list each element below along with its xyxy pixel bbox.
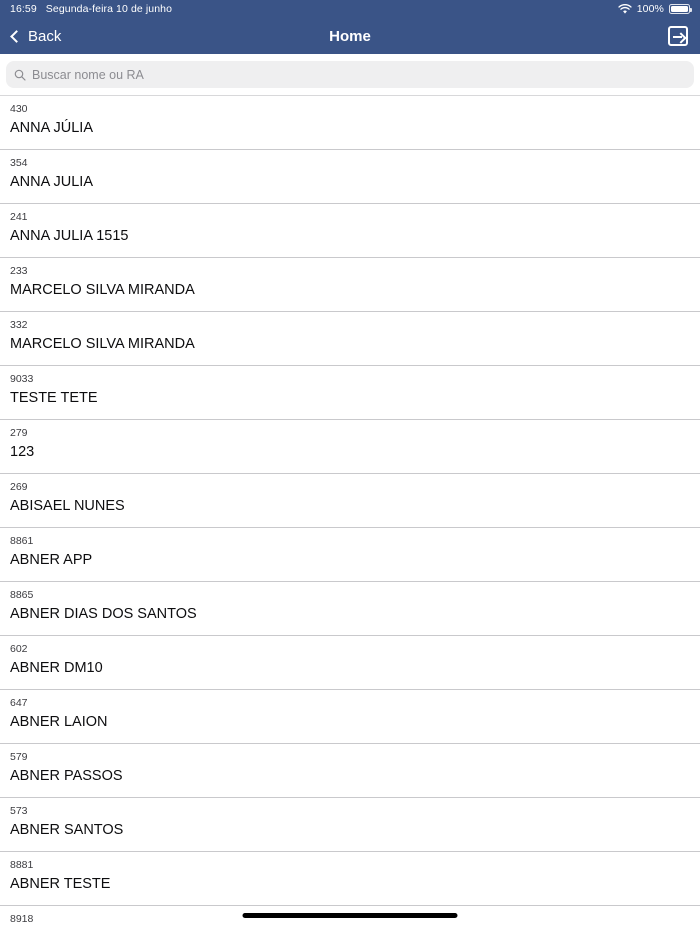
chevron-left-icon xyxy=(10,30,23,43)
page-title: Home xyxy=(329,27,371,45)
battery-percentage: 100% xyxy=(636,3,664,15)
search-container xyxy=(0,54,700,95)
list-item-name: ABNER SANTOS xyxy=(10,822,124,838)
status-time: 16:59 xyxy=(10,3,37,15)
list-item-ra: 9033 xyxy=(10,373,34,385)
status-date: Segunda-feira 10 de junho xyxy=(45,3,173,15)
list-item[interactable] xyxy=(0,420,700,474)
list-item-ra: 269 xyxy=(10,481,28,493)
navigation-bar xyxy=(0,18,700,54)
list-item-ra: 332 xyxy=(10,319,28,331)
list-item-name: ABISAEL NUNES xyxy=(10,498,125,514)
back-button-label: Back xyxy=(28,27,62,45)
back-button[interactable] xyxy=(12,28,61,45)
list-item-ra: 233 xyxy=(10,265,28,277)
list-item-name: ABNER DM10 xyxy=(10,660,103,676)
search-icon xyxy=(14,69,26,81)
list-item-name: MARCELO SILVA MIRANDA xyxy=(10,282,195,298)
list-item-ra: 430 xyxy=(10,103,28,115)
logout-icon xyxy=(668,26,688,46)
list-item-ra: 579 xyxy=(10,751,28,763)
list-item-name: ABNER APP xyxy=(10,552,93,568)
list-item[interactable] xyxy=(0,852,700,906)
battery-fill xyxy=(671,6,688,12)
status-bar-right xyxy=(618,3,690,15)
logout-button[interactable] xyxy=(668,26,688,46)
list-item-ra: 573 xyxy=(10,805,28,817)
list-item-name: ABNER TESTE xyxy=(10,876,111,892)
list-item-name: ABNER PASSOS xyxy=(10,768,123,784)
list-item[interactable] xyxy=(0,258,700,312)
search-field[interactable] xyxy=(6,61,694,88)
list-item[interactable] xyxy=(0,798,700,852)
list-item-ra: 279 xyxy=(10,427,28,439)
list-item[interactable] xyxy=(0,690,700,744)
list-item-ra: 354 xyxy=(10,157,28,169)
list-item[interactable] xyxy=(0,528,700,582)
list-item-name: ANNA JÚLIA xyxy=(10,120,93,136)
list-item[interactable] xyxy=(0,96,700,150)
list-item[interactable] xyxy=(0,636,700,690)
list-item-ra: 8918 xyxy=(10,913,34,924)
list-item-ra: 602 xyxy=(10,643,28,655)
list-item-name: 123 xyxy=(10,444,35,460)
list-item-ra: 647 xyxy=(10,697,28,709)
list-item[interactable] xyxy=(0,474,700,528)
wifi-icon xyxy=(618,4,632,15)
list-item-name: ABNER LAION xyxy=(10,714,108,730)
search-input[interactable] xyxy=(32,68,686,82)
status-bar-left xyxy=(10,3,172,15)
battery-full-icon xyxy=(669,4,690,14)
list-item-name: MARCELO SILVA MIRANDA xyxy=(10,336,195,352)
list-item[interactable] xyxy=(0,150,700,204)
list-item[interactable] xyxy=(0,582,700,636)
student-list[interactable] xyxy=(0,95,700,924)
list-item[interactable] xyxy=(0,204,700,258)
list-item-name: ANNA JULIA xyxy=(10,174,93,190)
list-item[interactable] xyxy=(0,366,700,420)
list-item-ra: 8865 xyxy=(10,589,34,601)
list-item-name: TESTE TETE xyxy=(10,390,98,406)
home-indicator xyxy=(243,913,458,918)
list-item[interactable] xyxy=(0,744,700,798)
status-bar xyxy=(0,0,700,18)
list-item-ra: 241 xyxy=(10,211,28,223)
list-item-ra: 8881 xyxy=(10,859,34,871)
list-item-name: ANNA JULIA 1515 xyxy=(10,228,129,244)
list-item-ra: 8861 xyxy=(10,535,34,547)
list-item[interactable] xyxy=(0,312,700,366)
list-item-name: ABNER DIAS DOS SANTOS xyxy=(10,606,197,622)
